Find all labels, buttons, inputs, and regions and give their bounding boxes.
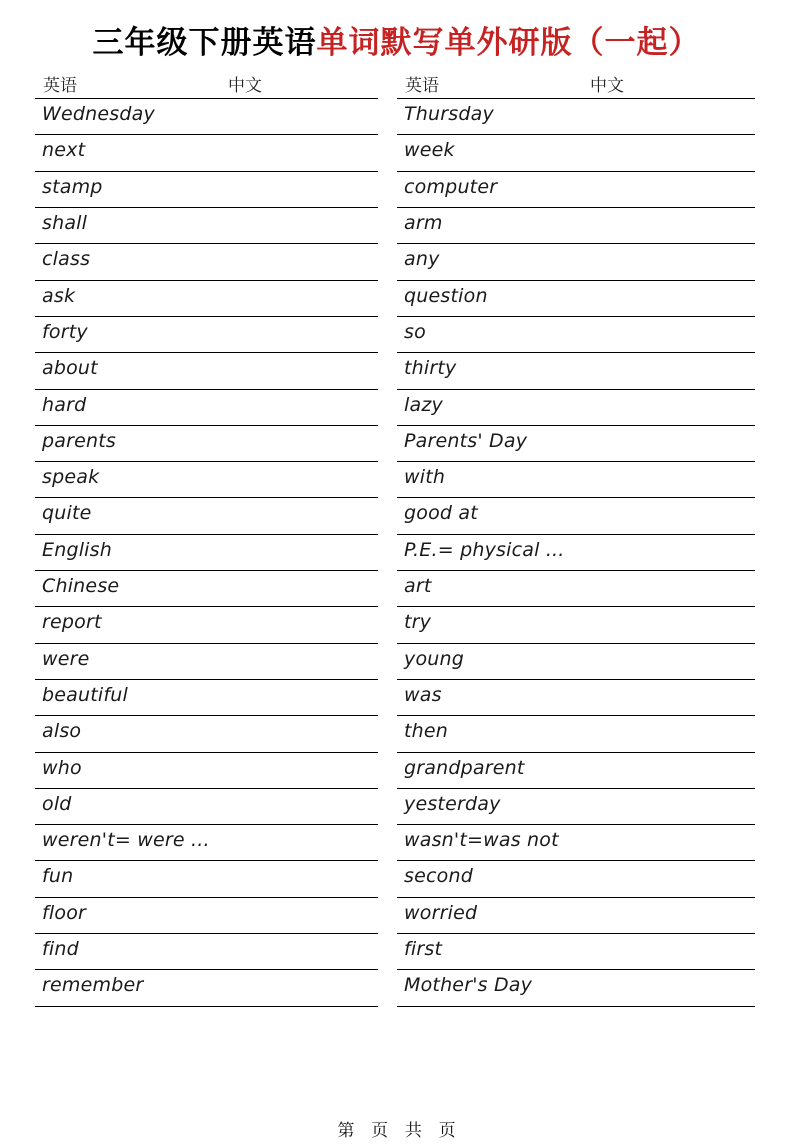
english-word: worried — [404, 901, 478, 924]
english-word: P.E.= physical ... — [404, 538, 565, 561]
table-row — [397, 644, 755, 680]
column-header-english: 英语 — [43, 76, 77, 96]
english-word: old — [42, 792, 72, 815]
english-word: who — [42, 756, 82, 779]
english-word: wasn't=was not — [404, 829, 559, 852]
table-row — [35, 934, 378, 970]
english-word: Wednesday — [42, 103, 155, 126]
english-word: also — [42, 720, 82, 743]
title-text-red: 单词默写单外研版（一起） — [316, 25, 701, 60]
table-row — [35, 426, 378, 462]
english-word: about — [42, 357, 98, 380]
english-word: fun — [42, 865, 74, 888]
english-word: beautiful — [42, 683, 128, 706]
english-word: shall — [42, 212, 88, 235]
table-row — [397, 535, 755, 571]
table-row — [397, 281, 755, 317]
table-row — [397, 898, 755, 934]
table-row — [35, 898, 378, 934]
column-header — [35, 71, 378, 98]
english-word: Mother's Day — [404, 974, 533, 997]
table-row — [35, 498, 378, 534]
english-word: next — [42, 139, 86, 162]
table-row — [35, 571, 378, 607]
english-word: ask — [42, 284, 76, 307]
english-word: art — [404, 575, 432, 598]
english-word: parents — [42, 429, 116, 452]
english-word: any — [404, 248, 440, 271]
english-word: was — [404, 683, 442, 706]
english-word: thirty — [404, 357, 457, 380]
english-word: lazy — [404, 393, 443, 416]
english-word: second — [404, 865, 473, 888]
table-row — [35, 535, 378, 571]
table-row — [397, 353, 755, 389]
column-header-chinese: 中文 — [228, 76, 262, 96]
table-row — [397, 753, 755, 789]
column-header-chinese: 中文 — [590, 76, 624, 96]
table-row — [35, 99, 378, 135]
table-row — [35, 680, 378, 716]
english-word: first — [404, 938, 443, 961]
table-row — [35, 317, 378, 353]
table-row — [35, 716, 378, 752]
table-row — [397, 462, 755, 498]
table-row — [35, 753, 378, 789]
table-row — [35, 970, 378, 1006]
english-word: yesterday — [404, 792, 501, 815]
english-word: forty — [42, 320, 88, 343]
table-row — [397, 426, 755, 462]
english-word: computer — [404, 175, 498, 198]
table-row — [35, 135, 378, 171]
english-word: young — [404, 647, 465, 670]
table-row — [35, 644, 378, 680]
table-row — [397, 861, 755, 897]
table-row — [397, 135, 755, 171]
table-row — [35, 607, 378, 643]
page-footer: 第 页 共 页 — [337, 1121, 456, 1140]
english-word: with — [404, 466, 446, 489]
english-word: report — [42, 611, 102, 634]
english-word: were — [42, 647, 90, 670]
english-word: hard — [42, 393, 87, 416]
word-table — [397, 98, 755, 1006]
word-table — [35, 98, 378, 1006]
table-row — [35, 390, 378, 426]
english-word: Parents' Day — [404, 429, 528, 452]
english-word: find — [42, 938, 79, 961]
table-row — [397, 825, 755, 861]
english-word: grandparent — [404, 756, 525, 779]
table-row — [397, 607, 755, 643]
english-word: weren't= were ... — [42, 829, 210, 852]
table-row — [397, 99, 755, 135]
english-word: quite — [42, 502, 92, 525]
english-word: remember — [42, 974, 144, 997]
table-row — [397, 571, 755, 607]
table-row — [397, 208, 755, 244]
english-word: good at — [404, 502, 478, 525]
word-column-left — [35, 71, 378, 1006]
table-row — [397, 498, 755, 534]
table-row — [35, 172, 378, 208]
column-header — [397, 71, 755, 98]
table-row — [397, 317, 755, 353]
word-table-columns — [35, 71, 793, 1006]
english-word: then — [404, 720, 449, 743]
english-word: English — [42, 538, 113, 561]
table-row — [397, 390, 755, 426]
english-word: question — [404, 284, 488, 307]
english-word: so — [404, 320, 426, 343]
english-word: class — [42, 248, 91, 271]
english-word: arm — [404, 212, 443, 235]
table-row — [397, 172, 755, 208]
table-row — [397, 789, 755, 825]
english-word: try — [404, 611, 432, 634]
table-row — [397, 680, 755, 716]
table-row — [35, 462, 378, 498]
table-row — [35, 208, 378, 244]
english-word: week — [404, 139, 455, 162]
english-word: Thursday — [404, 103, 494, 126]
table-row — [397, 934, 755, 970]
table-row — [35, 281, 378, 317]
column-header-english: 英语 — [405, 76, 439, 96]
english-word: stamp — [42, 175, 103, 198]
word-column-right — [397, 71, 755, 1006]
table-row — [35, 789, 378, 825]
english-word: speak — [42, 466, 100, 489]
table-row — [397, 970, 755, 1006]
table-row — [397, 716, 755, 752]
table-row — [35, 244, 378, 280]
table-row — [397, 244, 755, 280]
english-word: Chinese — [42, 575, 120, 598]
page-title — [0, 24, 793, 61]
title-text-black: 三年级下册英语 — [92, 25, 317, 60]
table-row — [35, 353, 378, 389]
english-word: floor — [42, 901, 87, 924]
table-row — [35, 861, 378, 897]
table-row — [35, 825, 378, 861]
